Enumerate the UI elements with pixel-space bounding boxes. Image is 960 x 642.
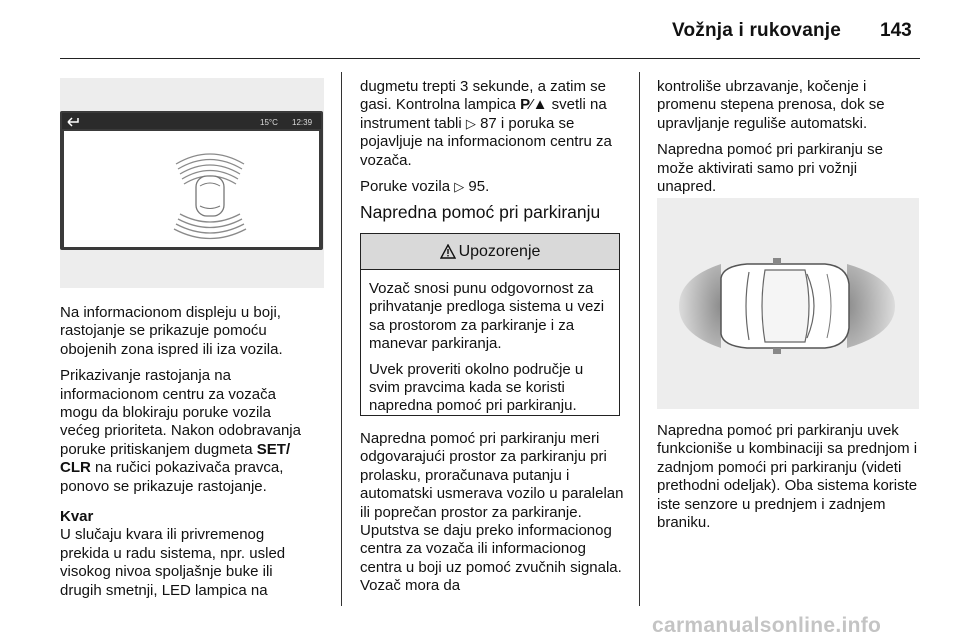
page-header-title: Vožnja i rukovanje <box>672 20 842 41</box>
column-1 <box>60 304 315 608</box>
set-clr-button-label: SET/ CLR <box>60 440 291 477</box>
column-divider-left <box>341 72 342 606</box>
paragraph-led-blink: dugmetu trepti 3 sekunde, a zatim se gasi. Kontrolna lampica P⁄▲ svetli na instrument tabli ▷ 87 i poruka se pojavljuje na informacionom centru za vozača. <box>360 78 612 169</box>
car-sensor-illustration <box>657 198 919 409</box>
warning-box <box>360 233 620 416</box>
column-divider-right <box>639 72 640 606</box>
page-reference-icon: ▷ <box>465 115 476 131</box>
paragraph-forward-only: Napredna pomoć pri parkiranju se može aktivirati samo pri vožnji unapred. <box>657 141 883 196</box>
page-reference-icon: ▷ <box>454 179 465 195</box>
section-heading-advanced-parking: Napredna pomoć pri parkiranju <box>360 202 601 222</box>
paragraph-display-info: Na informacionom displeju u boji, rastojanje se prikazuje pomoću obojenih zona ispred ili iza vozila. <box>60 304 283 358</box>
column-3-bottom <box>657 422 922 540</box>
parking-lamp-icon: P <box>520 96 531 114</box>
paragraph-blocked-messages: Prikazivanje rastojanja na informacionom centru za vozača mogu da blokiraju poruke vozila većeg prioriteta. Nakon odobravanja poruke pritiskanjem dugmeta SET/ CLR na ručici pokazivača pravca, ponovo se prikazuje rastojanje. <box>60 367 301 495</box>
fault-text: U slučaju kvara ili privremenog prekida u radu sistema, npr. usled visokog nivoa spoljašnje buke ili drugih smetnji, LED lampica na <box>60 526 286 599</box>
car-top-view-large <box>721 258 849 354</box>
sensor-zones-figure <box>657 198 919 409</box>
column-3-top <box>657 78 919 204</box>
screen-temperature: 15°C <box>260 118 278 127</box>
display-status-bar <box>62 113 321 129</box>
front-sensor-zone <box>847 264 895 348</box>
parking-display-figure <box>60 78 324 288</box>
paragraph-advanced-parking-measure: Napredna pomoć pri parkiranju meri odgovarajući prostor za parkiranju pri prolasku, proračunava putanju i automatski usmerava vozilo u paralelan ili poprečan prostor za parkiranje. Uputstva se daju preko informacionog centra za vozača ili informacionog centra u boji uz pomoć zvučnih signala. Vozač mora da <box>360 430 624 595</box>
warning-header <box>361 234 619 270</box>
page-number: 143 <box>880 20 912 41</box>
display-illustration <box>60 78 324 288</box>
car-top-view <box>196 176 224 216</box>
warning-body <box>361 270 619 416</box>
warning-triangle-icon <box>440 244 456 259</box>
warning-paragraph-2: Uvek proveriti okolno područje u svim pravcima kada se koristi napredna pomoć pri parkiranju. <box>369 360 584 415</box>
side-mirror-left <box>773 258 781 264</box>
warning-title: Upozorenje <box>458 242 541 260</box>
rear-sensor-zone <box>679 264 721 348</box>
warning-paragraph-1: Vozač snosi punu odgovornost za prihvatanje predloga sistema u vezi sa prostorom za parkiranje i za manevar parkiranja. <box>369 280 605 353</box>
display-screen <box>64 131 319 247</box>
fault-section <box>60 508 315 600</box>
screen-time: 12:39 <box>292 118 313 127</box>
side-mirror-right <box>773 348 781 354</box>
page-reference-number: 87 <box>480 114 497 132</box>
parking-lamp-symbol: ⁄▲ <box>530 96 548 114</box>
fault-heading: Kvar <box>60 508 94 526</box>
paragraph-combined-systems: Napredna pomoć pri parkiranju uvek funkcioniše u kombinaciji sa prednjom i zadnjom pomoći pri parkiranju (videti prethodni odeljak). Oba sistema koriste iste senzore u prednjem i zadnjem braniku. <box>657 422 918 532</box>
header-divider <box>60 58 920 59</box>
paragraph-vehicle-messages: Poruke vozila ▷ 95. <box>360 178 490 196</box>
site-watermark: carmanualsonline.info <box>652 614 882 637</box>
column-2-top <box>360 78 625 204</box>
paragraph-driver-controls: kontroliše ubrzavanje, kočenje i promenu stepena prenosa, dok se upravljanje reguliše automatski. <box>657 78 885 132</box>
column-2-bottom <box>360 430 630 604</box>
